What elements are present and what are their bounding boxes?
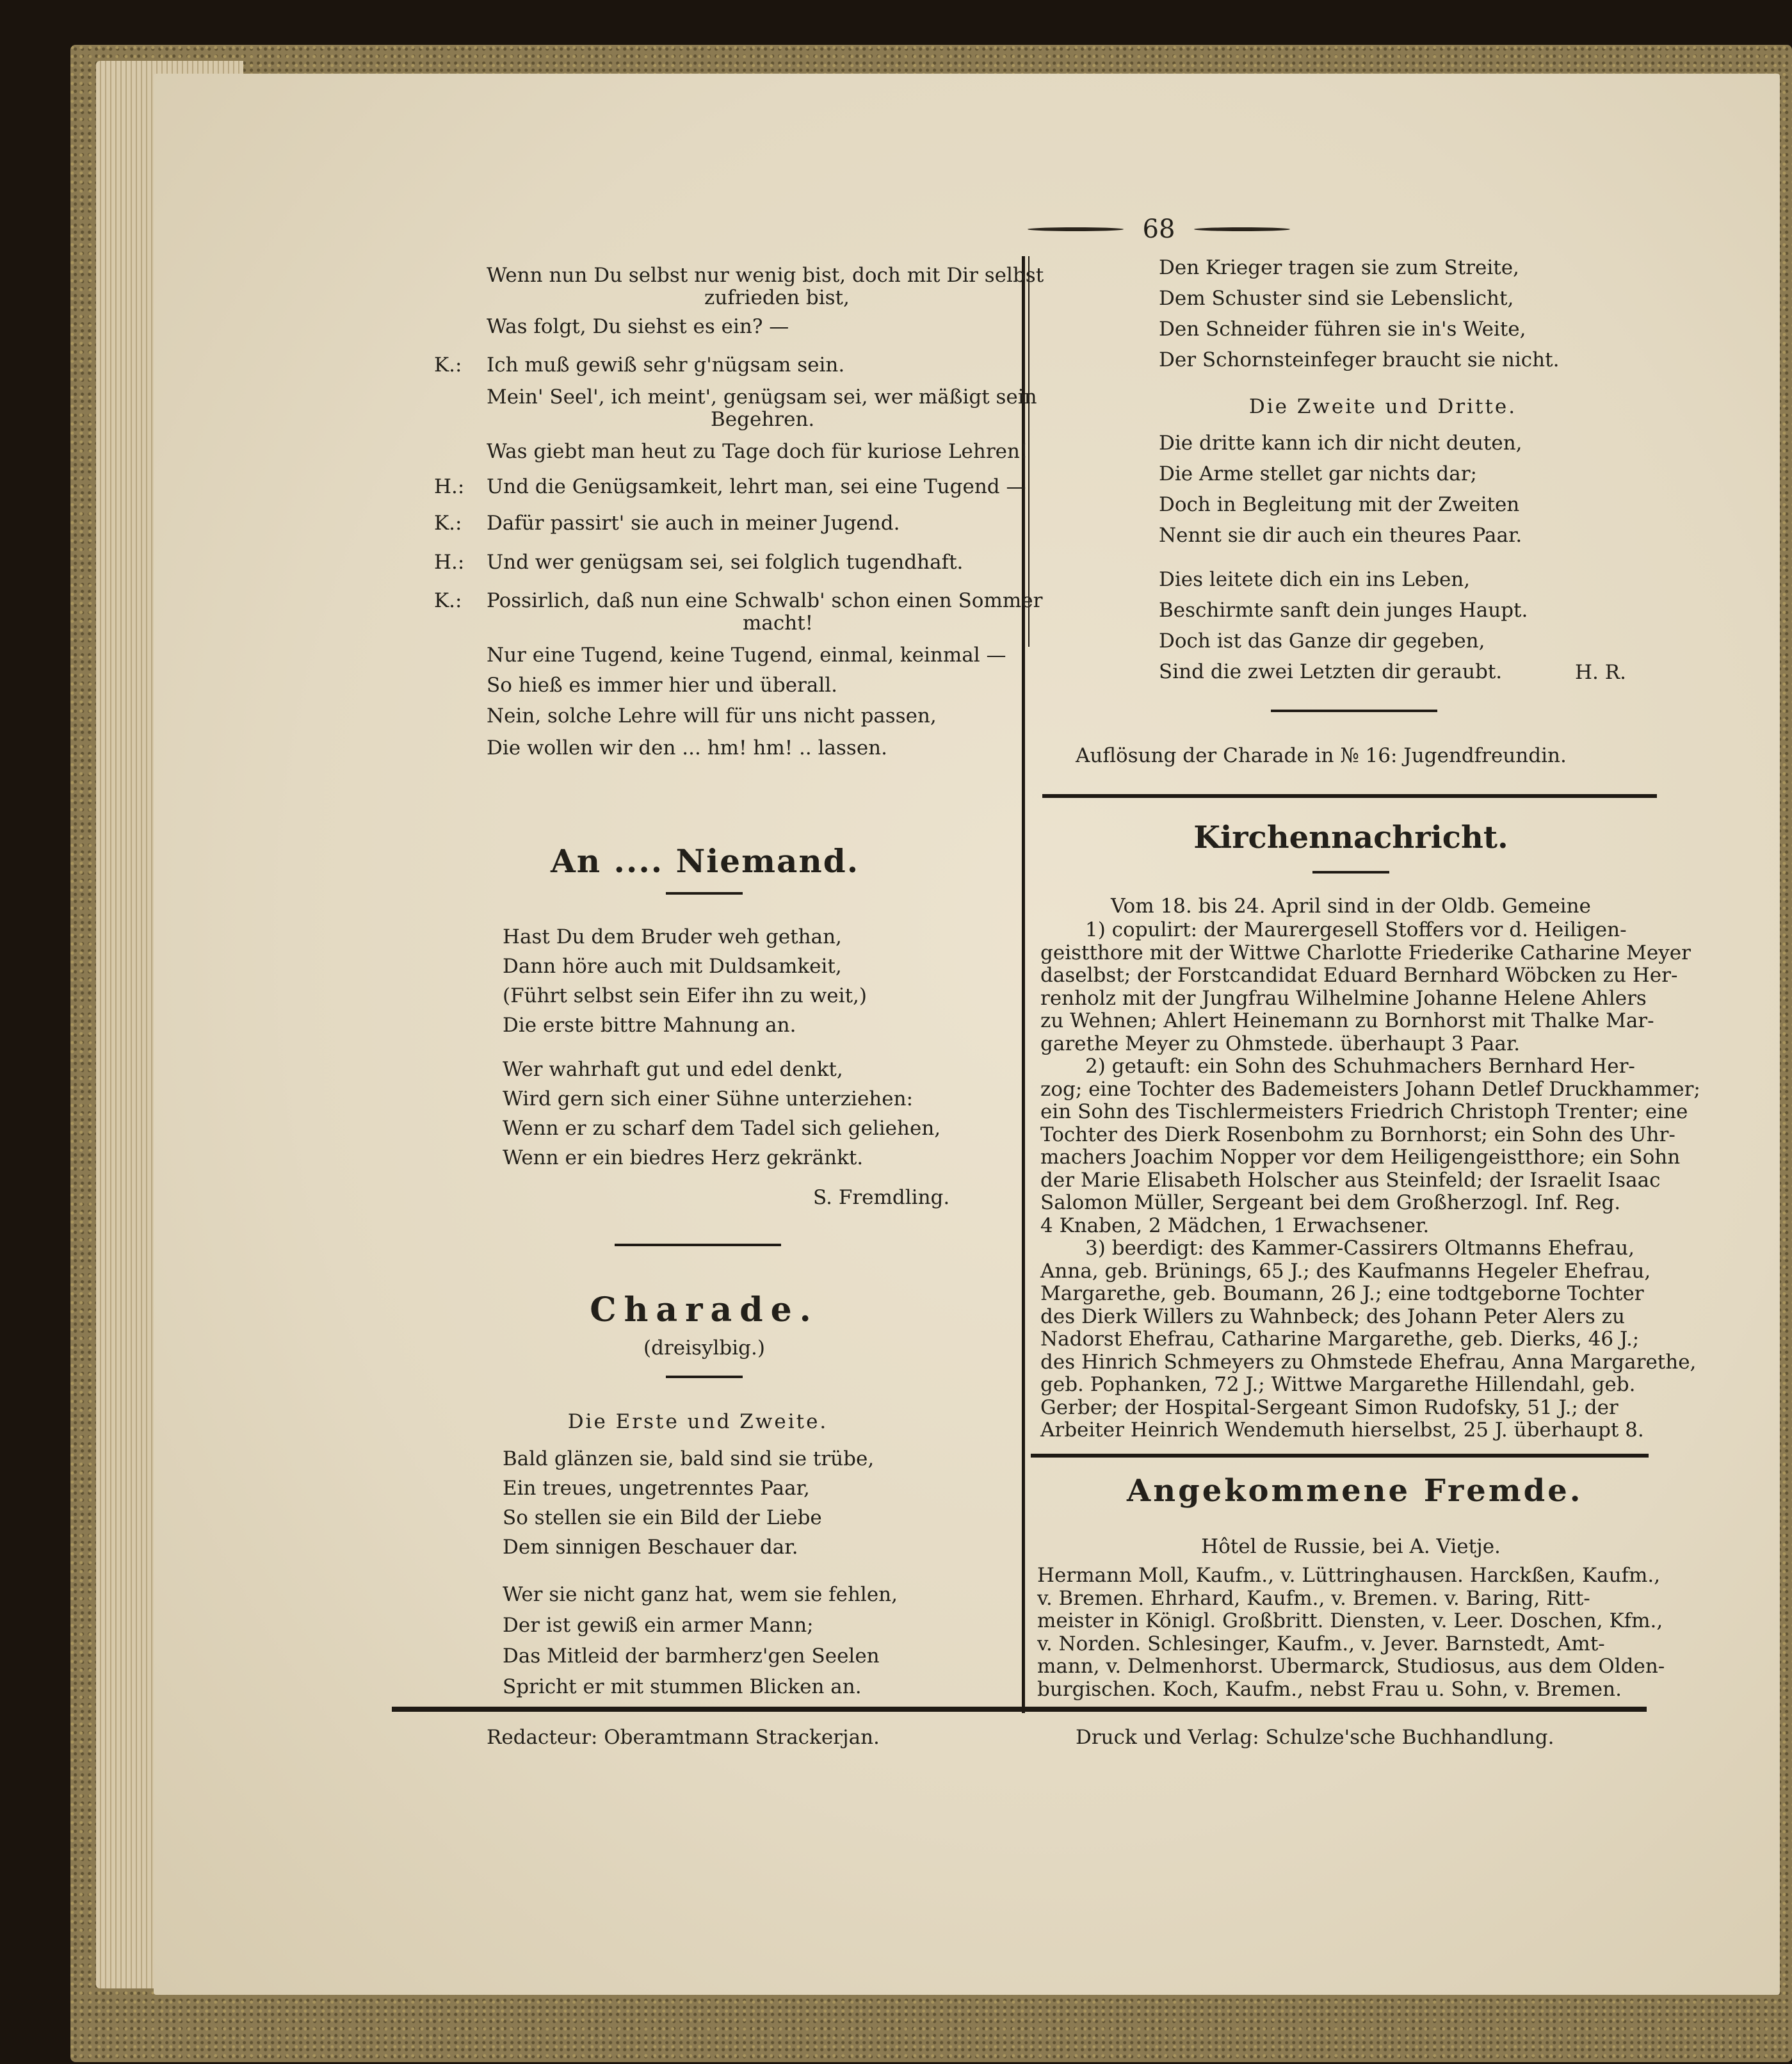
section-rule <box>1031 1454 1649 1458</box>
church-news-title: Kirchennachricht. <box>1193 820 1508 856</box>
verse-line: Dies leitete dich ein ins Leben, <box>1159 568 1471 591</box>
verse-line: Die erste bittre Mahnung an. <box>503 1014 796 1037</box>
dialogue-line: zufrieden bist, <box>704 286 850 309</box>
page-header <box>884 215 1434 244</box>
arrivals-hotel: Hôtel de Russie, bei A. Vietje. <box>1201 1535 1501 1558</box>
church-news-line: 2) getauft: ein Sohn des Schuhmachers Bernhard Her- <box>1085 1055 1635 1078</box>
dialogue-line: Mein' Seel', ich meint', genügsam sei, wer mäßigt sein <box>487 386 1037 409</box>
charade-section1-title: Die Erste und Zweite. <box>567 1410 828 1433</box>
church-news-line: Anna, geb. Brünings, 65 J.; des Kaufmanns Hegeler Ehefrau, <box>1040 1259 1651 1283</box>
dialogue-line: So hieß es immer hier und überall. <box>487 674 838 697</box>
verse-line: Das Mitleid der barmherz'gen Seelen <box>503 1645 880 1668</box>
verse-line: Spricht er mit stummen Blicken an. <box>503 1675 862 1698</box>
left-flourish <box>1028 227 1124 231</box>
church-news-line: Margarethe, geb. Boumann, 26 J.; eine todtgeborne Tochter <box>1040 1282 1644 1305</box>
verse-line: Den Krieger tragen sie zum Streite, <box>1159 256 1519 279</box>
church-news-line: Nadorst Ehefrau, Catharine Margarethe, geb. Dierks, 46 J.; <box>1040 1328 1640 1351</box>
church-news-line: daselbst; der Forstcandidat Eduard Bernhard Wöbcken zu Her- <box>1040 964 1678 987</box>
speaker-label: K.: <box>434 589 462 612</box>
arrivals-line: meister in Königl. Großbritt. Diensten, v. Leer. Doschen, Kfm., <box>1037 1609 1663 1632</box>
verse-line: Die dritte kann ich dir nicht deuten, <box>1159 432 1522 455</box>
verse-line: Den Schneider führen sie in's Weite, <box>1159 318 1526 341</box>
church-news-line: der Marie Elisabeth Holscher aus Steinfeld; der Israelit Isaac <box>1040 1168 1661 1192</box>
verse-line: Doch in Begleitung mit der Zweiten <box>1159 493 1520 516</box>
church-news-line: geistthore mit der Wittwe Charlotte Friederike Catharine Meyer <box>1040 941 1691 964</box>
church-news-intro: Vom 18. bis 24. April sind in der Oldb. Gemeine <box>1111 895 1591 918</box>
speaker-label: H.: <box>434 551 465 574</box>
charade-section2-title: Die Zweite und Dritte. <box>1248 395 1517 418</box>
verse-line: Dem Schuster sind sie Lebenslicht, <box>1159 287 1514 310</box>
church-news-line: Salomon Müller, Sergeant bei dem Großherzogl. Inf. Reg. <box>1040 1191 1621 1214</box>
dialogue-line: Dafür passirt' sie auch in meiner Jugend. <box>487 512 900 535</box>
arrivals-line: mann, v. Delmenhorst. Ubermarck, Studiosus, aus dem Olden- <box>1037 1655 1665 1678</box>
dialogue-line: Nur eine Tugend, keine Tugend, einmal, keinmal — <box>487 644 1006 667</box>
verse-line: Ein treues, ungetrenntes Paar, <box>503 1477 810 1500</box>
verse-line: Beschirmte sanft dein junges Haupt. <box>1159 599 1528 622</box>
publisher-line: Druck und Verlag: Schulze'sche Buchhandlung. <box>1076 1726 1554 1749</box>
title-underline <box>666 892 743 895</box>
subtitle-underline <box>666 1376 743 1378</box>
arrivals-line: burgischen. Koch, Kaufm., nebst Frau u. Sohn, v. Bremen. <box>1037 1677 1622 1701</box>
verse-line: Wenn er zu scharf dem Tadel sich geliehen, <box>503 1117 941 1140</box>
verse-line: Dem sinnigen Beschauer dar. <box>503 1536 798 1559</box>
page-number: 68 <box>1142 215 1175 244</box>
verse-line: Wenn er ein biedres Herz gekränkt. <box>503 1146 864 1169</box>
dialogue-line: Possirlich, daß nun eine Schwalb' schon einen Sommer <box>487 589 1043 612</box>
church-news-line: des Hinrich Schmeyers zu Ohmstede Ehefrau, Anna Margarethe, <box>1040 1350 1697 1374</box>
verse-line: Der Schornsteinfeger braucht sie nicht. <box>1159 348 1560 371</box>
church-news-line: zu Wehnen; Ahlert Heinemann zu Bornhorst mit Thalke Mar- <box>1040 1009 1654 1032</box>
arrivals-line: v. Bremen. Ehrhard, Kaufm., v. Bremen. v. Baring, Ritt- <box>1037 1586 1590 1610</box>
church-news-line: geb. Pophanken, 72 J.; Wittwe Margarethe Hillendahl, geb. <box>1040 1373 1636 1396</box>
charade-author: H. R. <box>1575 661 1626 684</box>
charade-solution: Auflösung der Charade in № 16: Jugendfreundin. <box>1076 744 1567 767</box>
arrivals-title: Angekommene Fremde. <box>1127 1473 1583 1509</box>
verse-line: Doch ist das Ganze dir gegeben, <box>1159 630 1485 653</box>
church-news-line: 3) beerdigt: des Kammer-Cassirers Oltmanns Ehefrau, <box>1085 1237 1635 1260</box>
verse-line: Nennt sie dir auch ein theures Paar. <box>1159 524 1522 547</box>
right-flourish <box>1194 227 1290 231</box>
dialogue-line: macht! <box>743 612 814 635</box>
church-news-line: des Dierk Willers zu Wahnbeck; des Johann Peter Alers zu <box>1040 1304 1625 1328</box>
verse-line: Wird gern sich einer Sühne unterziehen: <box>503 1087 914 1110</box>
church-news-line: Arbeiter Heinrich Wendemuth hierselbst, 25 J. überhaupt 8. <box>1040 1418 1644 1442</box>
footer-rule <box>392 1707 1647 1712</box>
verse-line: Wer sie nicht ganz hat, wem sie fehlen, <box>503 1583 898 1606</box>
arrivals-line: Hermann Moll, Kaufm., v. Lüttringhausen. Harckßen, Kaufm., <box>1037 1564 1661 1587</box>
church-news-line: machers Joachim Nopper vor dem Heiligengeistthore; ein Sohn <box>1040 1146 1681 1169</box>
verse-line: Wer wahrhaft gut und edel denkt, <box>503 1058 843 1081</box>
verse-line: Der ist gewiß ein armer Mann; <box>503 1614 814 1637</box>
verse-line: So stellen sie ein Bild der Liebe <box>503 1506 822 1529</box>
church-news-line: Tochter des Dierk Rosenbohm zu Bornhorst; ein Sohn des Uhr- <box>1040 1123 1675 1146</box>
verse-line: Bald glänzen sie, bald sind sie trübe, <box>503 1447 875 1470</box>
section-divider <box>1271 710 1437 712</box>
verse-line: (Führt selbst sein Eifer ihn zu weit,) <box>503 984 867 1007</box>
charade-title: Charade. <box>590 1290 819 1329</box>
poem-author: S. Fremdling. <box>813 1186 950 1209</box>
dialogue-line: Nein, solche Lehre will für uns nicht passen, <box>487 704 937 727</box>
church-news-line: Gerber; der Hospital-Sergeant Simon Rudofsky, 51 J.; der <box>1040 1395 1618 1419</box>
dialogue-line: Die wollen wir den ... hm! hm! .. lassen. <box>487 736 887 760</box>
church-news-line: renholz mit der Jungfrau Wilhelmine Johanne Helene Ahlers <box>1040 986 1647 1010</box>
speaker-label: K.: <box>434 353 462 377</box>
church-news-line: ein Sohn des Tischlermeisters Friedrich Christoph Trenter; eine <box>1040 1100 1688 1123</box>
verse-line: Die Arme stellet gar nichts dar; <box>1159 462 1477 485</box>
dialogue-line: Was giebt man heut zu Tage doch für kuriose Lehren! <box>487 440 1028 463</box>
church-news-line: zog; eine Tochter des Bademeisters Johann Detlef Druckhammer; <box>1040 1077 1700 1101</box>
dialogue-line: Was folgt, Du siehst es ein? — <box>487 315 789 338</box>
church-news-line: 1) copulirt: der Maurergesell Stoffers vor d. Heiligen- <box>1085 918 1627 941</box>
verse-line: Hast Du dem Bruder weh gethan, <box>503 925 842 948</box>
dialogue-line: Ich muß gewiß sehr g'nügsam sein. <box>487 353 845 377</box>
verse-line: Dann höre auch mit Duldsamkeit, <box>503 955 842 978</box>
title-underline <box>1312 871 1389 874</box>
dialogue-line: Und wer genügsam sei, sei folglich tugendhaft. <box>487 551 964 574</box>
speaker-label: K.: <box>434 512 462 535</box>
dialogue-line: Und die Genügsamkeit, lehrt man, sei eine Tugend — <box>487 475 1026 498</box>
speaker-label: H.: <box>434 475 465 498</box>
verse-line: Sind die zwei Letzten dir geraubt. <box>1159 660 1503 683</box>
dialogue-line: Begehren. <box>711 408 815 431</box>
section-rule <box>1042 794 1657 798</box>
church-news-line: garethe Meyer zu Ohmstede. überhaupt 3 Paar. <box>1040 1032 1521 1055</box>
dialogue-line: Wenn nun Du selbst nur wenig bist, doch mit Dir selbst <box>487 264 1044 287</box>
section-divider <box>615 1244 781 1246</box>
arrivals-line: v. Norden. Schlesinger, Kaufm., v. Jever. Barnstedt, Amt- <box>1037 1632 1605 1655</box>
church-news-line: 4 Knaben, 2 Mädchen, 1 Erwachsener. <box>1040 1214 1430 1237</box>
editor-line: Redacteur: Oberamtmann Strackerjan. <box>487 1726 880 1749</box>
poem-title-an-niemand: An .... Niemand. <box>551 842 860 880</box>
charade-subtitle: (dreisylbig.) <box>643 1337 765 1360</box>
